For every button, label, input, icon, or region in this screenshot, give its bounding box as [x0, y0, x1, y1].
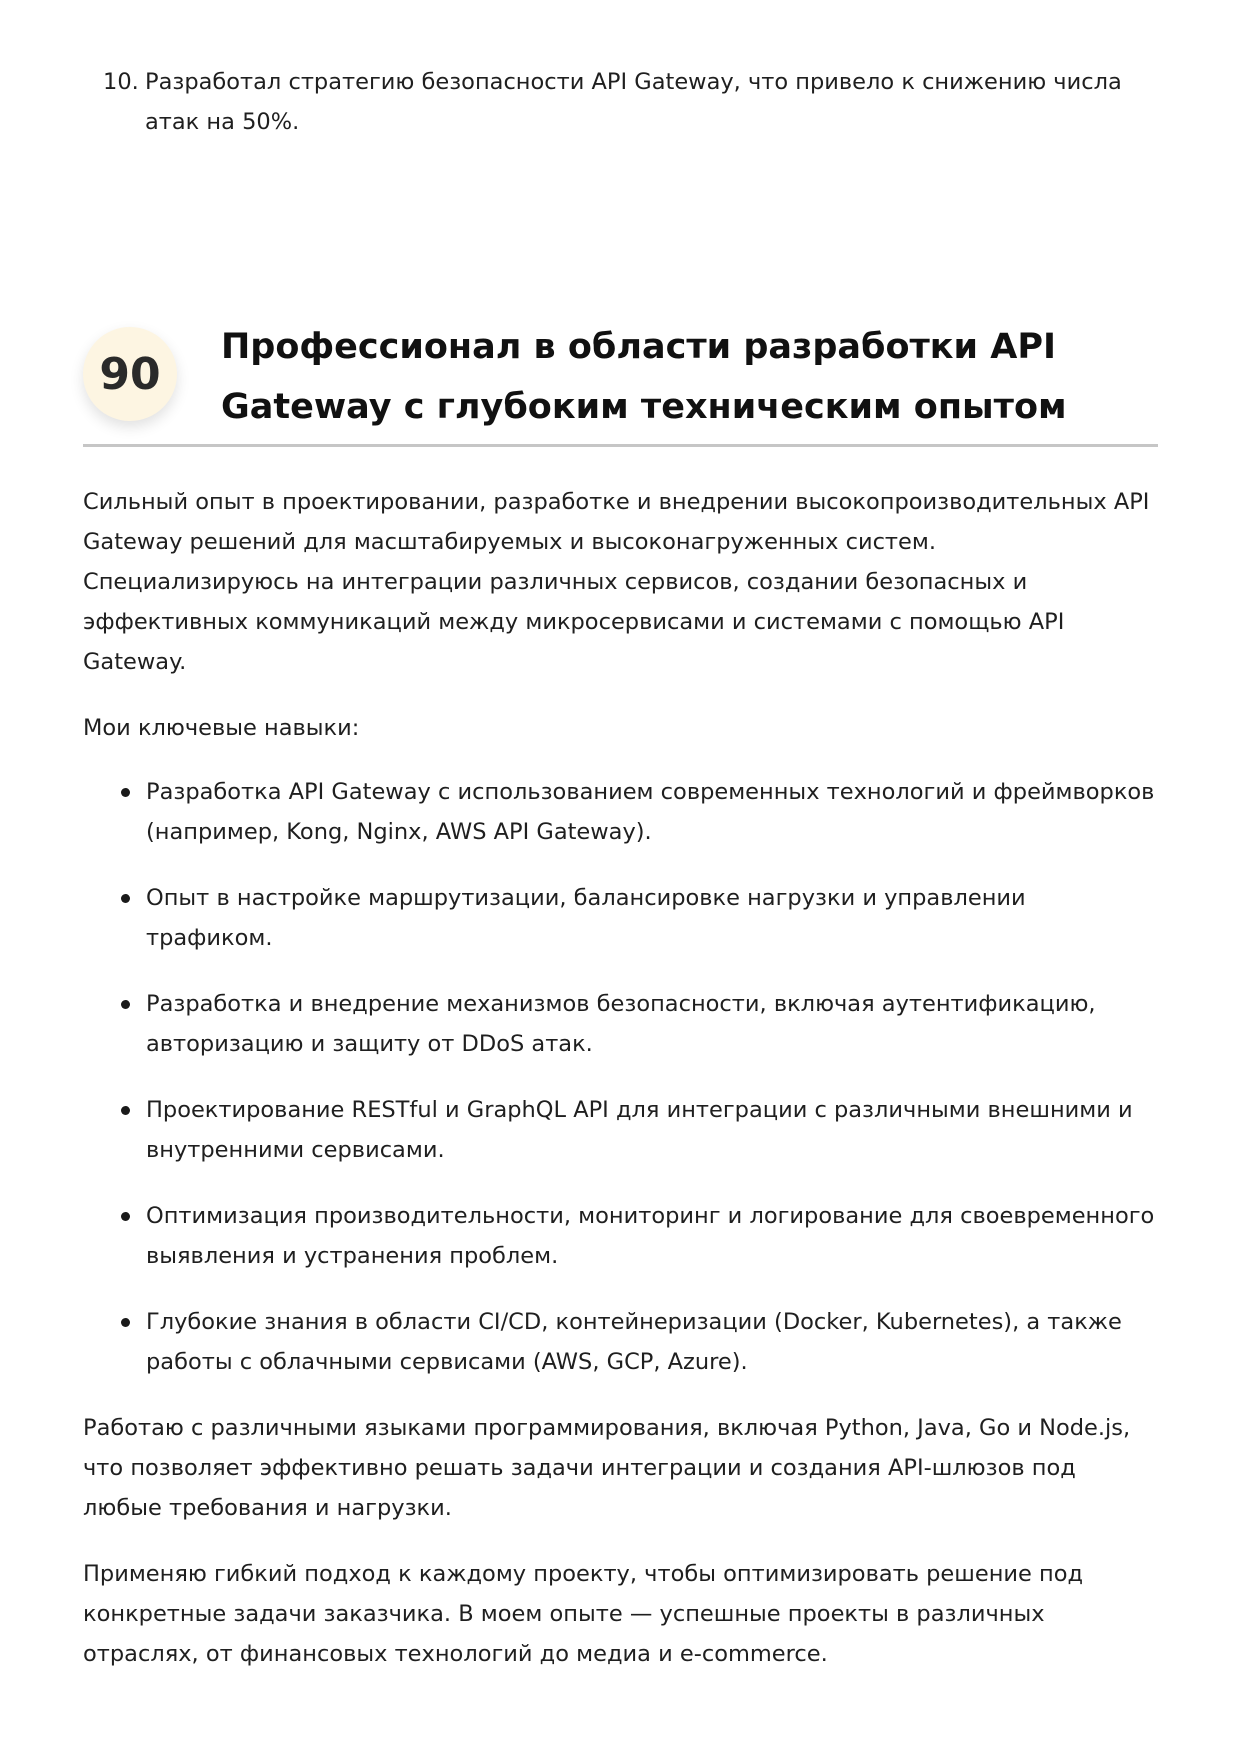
- approach-paragraph: Применяю гибкий подход к каждому проекту, чтобы оптимизировать решение под конкретные задачи заказчика. В моем опыте — успешные проекты в различных отраслях, от финансовых технологий до медиа и e-commerce.: [83, 1561, 1084, 1667]
- list-item: [83, 62, 1145, 142]
- list-item: [83, 1090, 1158, 1170]
- skills-list: [83, 772, 1158, 1382]
- list-item-text: Разработка API Gateway с использованием современных технологий и фреймворков (например, Kong, Nginx, AWS API Gateway).: [146, 779, 1155, 845]
- bullet-icon: [121, 1318, 130, 1327]
- section-number-badge: 90: [83, 327, 177, 421]
- bullet-icon: [121, 1212, 130, 1221]
- section-header: [83, 317, 1158, 447]
- list-item: [83, 878, 1158, 958]
- list-item-text: Глубокие знания в области CI/CD, контейнеризации (Docker, Kubernetes), а также работы с облачными сервисами (AWS, GCP, Azure).: [146, 1309, 1122, 1375]
- list-item-text: Проектирование RESTful и GraphQL API для интеграции с различными внешними и внутренними сервисами.: [146, 1097, 1133, 1163]
- bullet-icon: [121, 788, 130, 797]
- list-item-text: Опыт в настройке маршрутизации, балансировке нагрузки и управлении трафиком.: [146, 885, 1026, 951]
- languages-paragraph: Работаю с различными языками программирования, включая Python, Java, Go и Node.js, что позволяет эффективно решать задачи интеграции и создания API-шлюзов под любые требования и нагрузки.: [83, 1415, 1131, 1521]
- section-title: Профессионал в области разработки API Gateway с глубоким техническим опытом: [221, 327, 1067, 427]
- skills-label: Мои ключевые навыки:: [83, 715, 360, 741]
- list-item: [83, 984, 1158, 1064]
- previous-list: [83, 62, 1158, 142]
- list-item-text: Разработка и внедрение механизмов безопасности, включая аутентификацию, авторизацию и защиту от DDoS атак.: [146, 991, 1096, 1057]
- list-item-text: Разработал стратегию безопасности API Gateway, что привело к снижению числа атак на 50%.: [145, 69, 1122, 135]
- list-item-number: 10.: [103, 69, 139, 95]
- section-content: [83, 482, 1158, 1700]
- bullet-icon: [121, 1000, 130, 1009]
- intro-paragraph: Сильный опыт в проектировании, разработке и внедрении высокопроизводительных API Gateway решений для масштабируемых и высоконагруженных систем. Специализируюсь на интеграции различных сервисов, создании безопасных и эффективных коммуникаций между микросервисами и системами с помощью API Gateway.: [83, 489, 1150, 675]
- list-item-text: Оптимизация производительности, мониторинг и логирование для своевременного выявления и устранения проблем.: [146, 1203, 1155, 1269]
- list-item: [83, 1302, 1158, 1382]
- bullet-icon: [121, 894, 130, 903]
- bullet-icon: [121, 1106, 130, 1115]
- list-item: [83, 772, 1158, 852]
- list-item: [83, 1196, 1158, 1276]
